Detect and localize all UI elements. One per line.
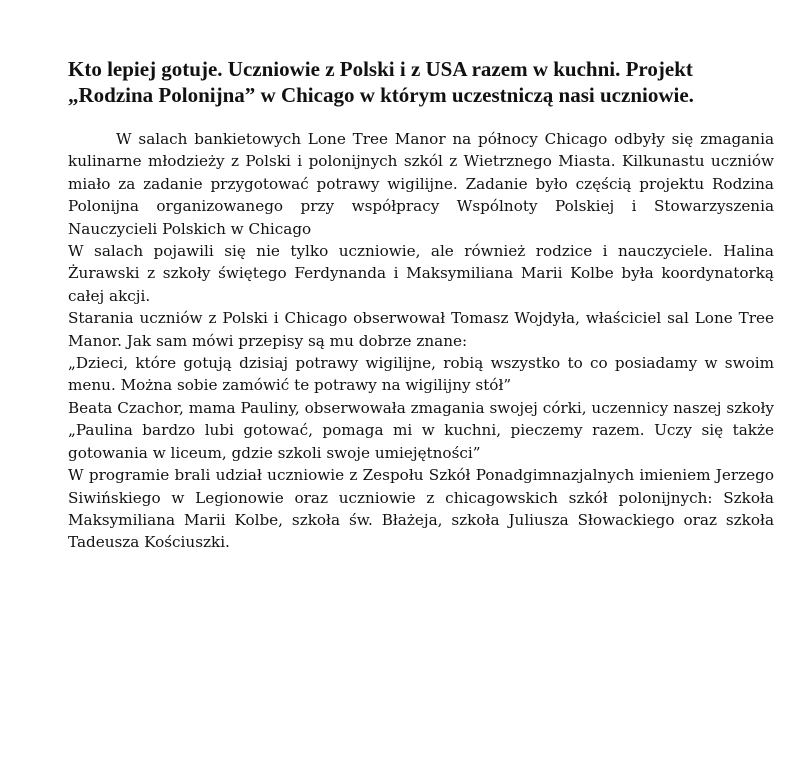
article-title: Kto lepiej gotuje. Uczniowie z Polski i z USA razem w kuchni. Projekt „Rodzina Polonijna” w Chicago w którym uczestniczą nasi uczniowie. <box>68 57 694 107</box>
paragraph-participants: W programie brali udział uczniowie z Zespołu Szkół Ponadgimnazjalnych imieniem Jerzego Siwińskiego w Legionowie oraz uczniowie z chicagowskich szkół polonijnych: Szkoła Maksymiliana Marii Kolbe, szkoła św. Błażeja, szkoła Juliusza Słowackiego oraz szkoła Tadeusza Kościuszki. <box>68 466 774 552</box>
document-page <box>68 56 774 554</box>
paragraph-intro: W salach bankietowych Lone Tree Manor na północy Chicago odbyły się zmagania kulinarne młodzieży z Polski i polonijnych szkól z Wietrznego Miasta. Kilkunastu uczniów miało za zadanie przygotować potrawy wigilijne. Zadanie było częścią projektu Rodzina Polonijna organizowanego przy współpracy Wspólnoty Polskiej i Stowarzyszenia Nauczycieli Polskich w Chicago <box>68 130 774 238</box>
paragraph-quote-owner: „Dzieci, które gotują dzisiaj potrawy wigilijne, robią wszystko to co posiadamy w swoim menu. Można sobie zamówić te potrawy na wigilijny stół” <box>68 354 774 395</box>
article-body <box>68 128 774 554</box>
paragraph-quote-parent: Beata Czachor, mama Pauliny, obserwowała zmagania swojej córki, uczennicy naszej szkoły „Paulina bardzo lubi gotować, pomaga mi w kuchni, pieczemy razem. Uczy się także gotowania w liceum, gdzie szkoli swoje umiejętności” <box>68 398 774 462</box>
paragraph-observer: Starania uczniów z Polski i Chicago obserwował Tomasz Wojdyła, właściciel sal Lone Tree Manor. Jak sam mówi przepisy są mu dobrze znane: <box>68 309 774 350</box>
paragraph-attendees: W salach pojawili się nie tylko uczniowie, ale również rodzice i nauczyciele. Halina Żurawski z szkoły świętego Ferdynanda i Maksymiliana Marii Kolbe była koordynatorką całej akcji. <box>68 242 774 305</box>
